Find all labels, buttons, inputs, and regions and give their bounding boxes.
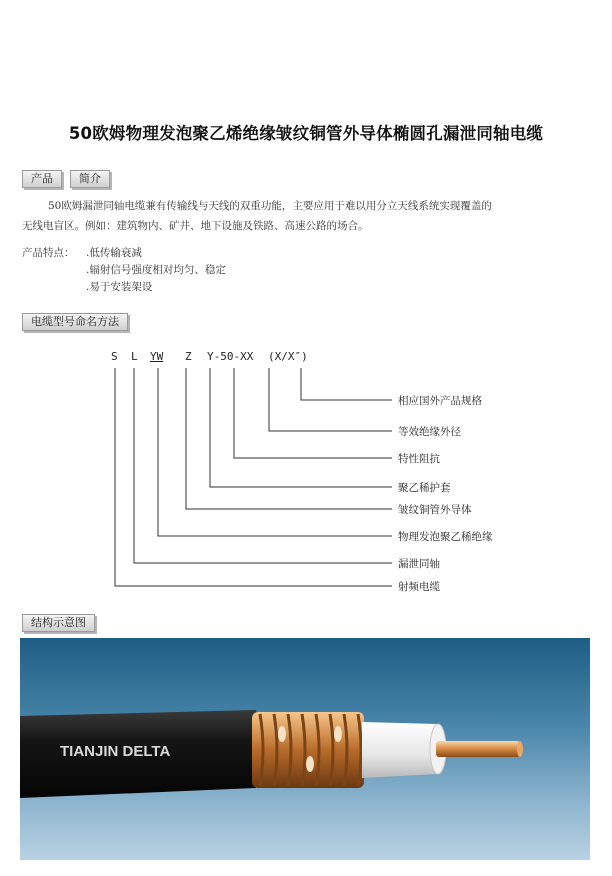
cable-structure-photo <box>20 638 590 860</box>
feature-item: .易于安装架设 <box>86 281 153 293</box>
label-leaky-coax: 漏泄同轴 <box>398 558 440 570</box>
cable-print-text: TIANJIN DELTA <box>60 743 171 760</box>
code-y50xx: Y-50-XX <box>207 350 254 363</box>
page-title: 50欧姆物理发泡聚乙烯绝缘皱纹铜管外导体椭圆孔漏泄同轴电缆 <box>68 124 544 143</box>
label-foam-pe-insulation: 物理发泡聚乙稀绝缘 <box>398 531 493 543</box>
label-rf-cable: 射频电缆 <box>398 581 440 593</box>
label-impedance: 特性阻抗 <box>398 453 440 465</box>
intro-tag-product: 产品 <box>22 170 62 188</box>
code-yw: YW <box>150 350 164 363</box>
intro-tag-summary: 简介 <box>70 170 110 188</box>
intro-line-2: 无线电盲区。例如：建筑物内、矿井、地下设施及铁路、高速公路的场合。 <box>22 220 369 232</box>
code-z: Z <box>185 350 192 363</box>
code-s: S <box>111 350 118 363</box>
feature-item: .辐射信号强度相对均匀、稳定 <box>86 264 226 276</box>
label-equiv-diameter: 等效绝缘外径 <box>398 426 461 438</box>
feature-item: .低传输衰减 <box>86 247 142 259</box>
code-equiv: (X/X″) <box>268 350 308 363</box>
label-pe-jacket: 聚乙稀护套 <box>398 482 451 494</box>
features-label: 产品特点： <box>22 247 75 259</box>
structure-tag: 结构示意图 <box>22 614 95 632</box>
naming-tag: 电缆型号命名方法 <box>22 313 128 331</box>
intro-line-1: 50欧姆漏泄同轴电缆兼有传输线与天线的双重功能，主要应用于难以用分立天线系统实现覆盖的 <box>48 200 492 212</box>
label-foreign-spec: 相应国外产品规格 <box>398 395 482 407</box>
code-l: L <box>131 350 138 363</box>
label-corrugated-copper: 皱纹铜管外导体 <box>398 504 472 516</box>
cable-illustration <box>20 638 590 860</box>
